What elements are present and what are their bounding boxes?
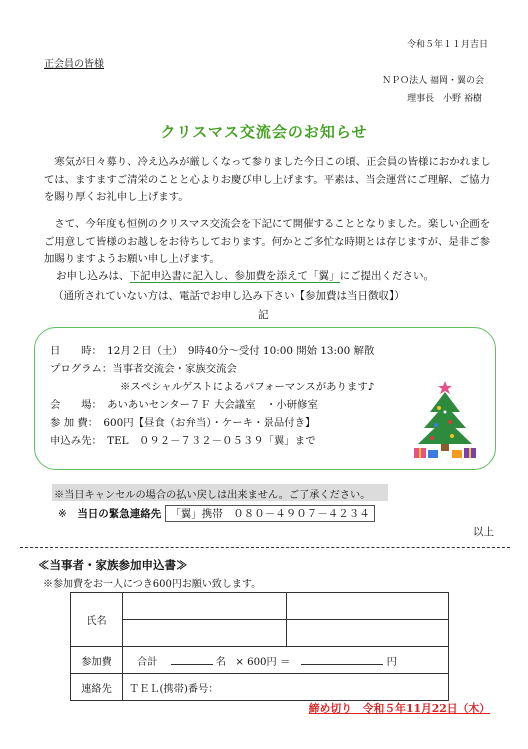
ki-mark: 記: [258, 309, 269, 321]
contact-field[interactable]: [123, 674, 449, 701]
fee-yen-unit: 円: [386, 656, 397, 668]
emergency-number: 「翼」携帯 ０８０－４９０７－４２３４: [165, 505, 375, 522]
greeting-paragraph: 寒気が日々募り、冷え込みが厳しくなって参りました今日この頃、正会員の皆様におかれましては、ますますご清栄のことと心よりお慶び申し上げます。平素は、当会運営にご理解、ご協力を賜り厚くお礼申し上げます。: [44, 156, 491, 203]
fee-total-label: 合計: [137, 656, 158, 668]
apply-underlined: 下記申込書に記入し、参加費を添えて「翼」: [129, 270, 340, 282]
emergency-contact: [58, 505, 375, 522]
fee-persons-unit: 名: [215, 656, 227, 668]
detail-fee: 参 加 費： 600円【昼食（お弁当）・ケーキ・景品付き】: [50, 417, 316, 429]
name-field-1[interactable]: [123, 593, 287, 620]
fee-formula: × 600円 ＝: [235, 656, 291, 668]
fee-label: 参加費: [71, 647, 123, 674]
form-note: ※参加費をお一人につき600円お願い致します。: [43, 579, 262, 590]
contact-label: 連絡先: [71, 674, 123, 701]
emergency-label: 当日の緊急連絡先: [77, 508, 162, 520]
deadline: 締め切り 令和５年11月22日（木）: [308, 702, 490, 715]
apply-post: にご提出ください。: [339, 270, 434, 282]
detail-contact: 申込み先： TEL ０９２－７３２－０５３９「翼」まで: [50, 435, 316, 447]
detail-special-guest: ※スペシャルゲストによるパフォーマンスがあります♪: [120, 381, 375, 393]
form-title: ≪当事者・家族参加申込書≫: [38, 558, 188, 572]
christmas-tree-icon: [412, 378, 478, 462]
representative-name: 理事長 小野 裕樹: [407, 94, 482, 104]
cancel-notice: ※当日キャンセルの場合の払い戻しは出来ません。ご了承ください。: [52, 484, 388, 501]
fee-row: [123, 647, 449, 674]
cut-line: [20, 547, 510, 548]
total-field[interactable]: [301, 654, 383, 665]
application-instruction: [56, 268, 434, 283]
recipient: 正会員の皆様: [44, 59, 104, 70]
emergency-mark: ※: [58, 508, 67, 520]
apply-pre: お申し込みは、: [56, 270, 130, 282]
detail-venue: 会 場： あいあいセンター７Ｆ 大会議室 ・小研修室: [50, 399, 318, 411]
name-field-3[interactable]: [123, 620, 287, 647]
name-label: 氏名: [71, 593, 123, 647]
name-field-4[interactable]: [287, 620, 449, 647]
name-field-2[interactable]: [287, 593, 449, 620]
detail-program: プログラム：当事者交流会・家族交流会: [50, 363, 237, 375]
invitation-paragraph: さて、今年度も恒例のクリスマス交流会を下記にて開催することとなりました。楽しい企画をご用意して皆様のお越しをお待ちしております。何かとご多忙な時期とは存じますが、是非ご参加賜りますようお願い申し上げます。: [44, 218, 491, 265]
organization-name: ＮＰＯ法人 福岡・翼の会: [382, 76, 484, 86]
persons-field[interactable]: [171, 654, 213, 665]
closing-mark: 以上: [473, 526, 494, 538]
application-form: [70, 592, 449, 701]
issue-date: 令和５年１１月吉日: [406, 40, 488, 50]
contact-text: ＴＥＬ(携帯)番号：: [129, 683, 219, 695]
phone-application-note: （通所されていない方は、電話でお申し込み下さい【参加費は当日徴収】）: [53, 290, 405, 302]
detail-date: 日 時： 12月２日（土） 9時40分～受付 10:00 開始 13:00 解散: [50, 345, 375, 357]
page-title: クリスマス交流会のお知らせ: [160, 123, 368, 141]
